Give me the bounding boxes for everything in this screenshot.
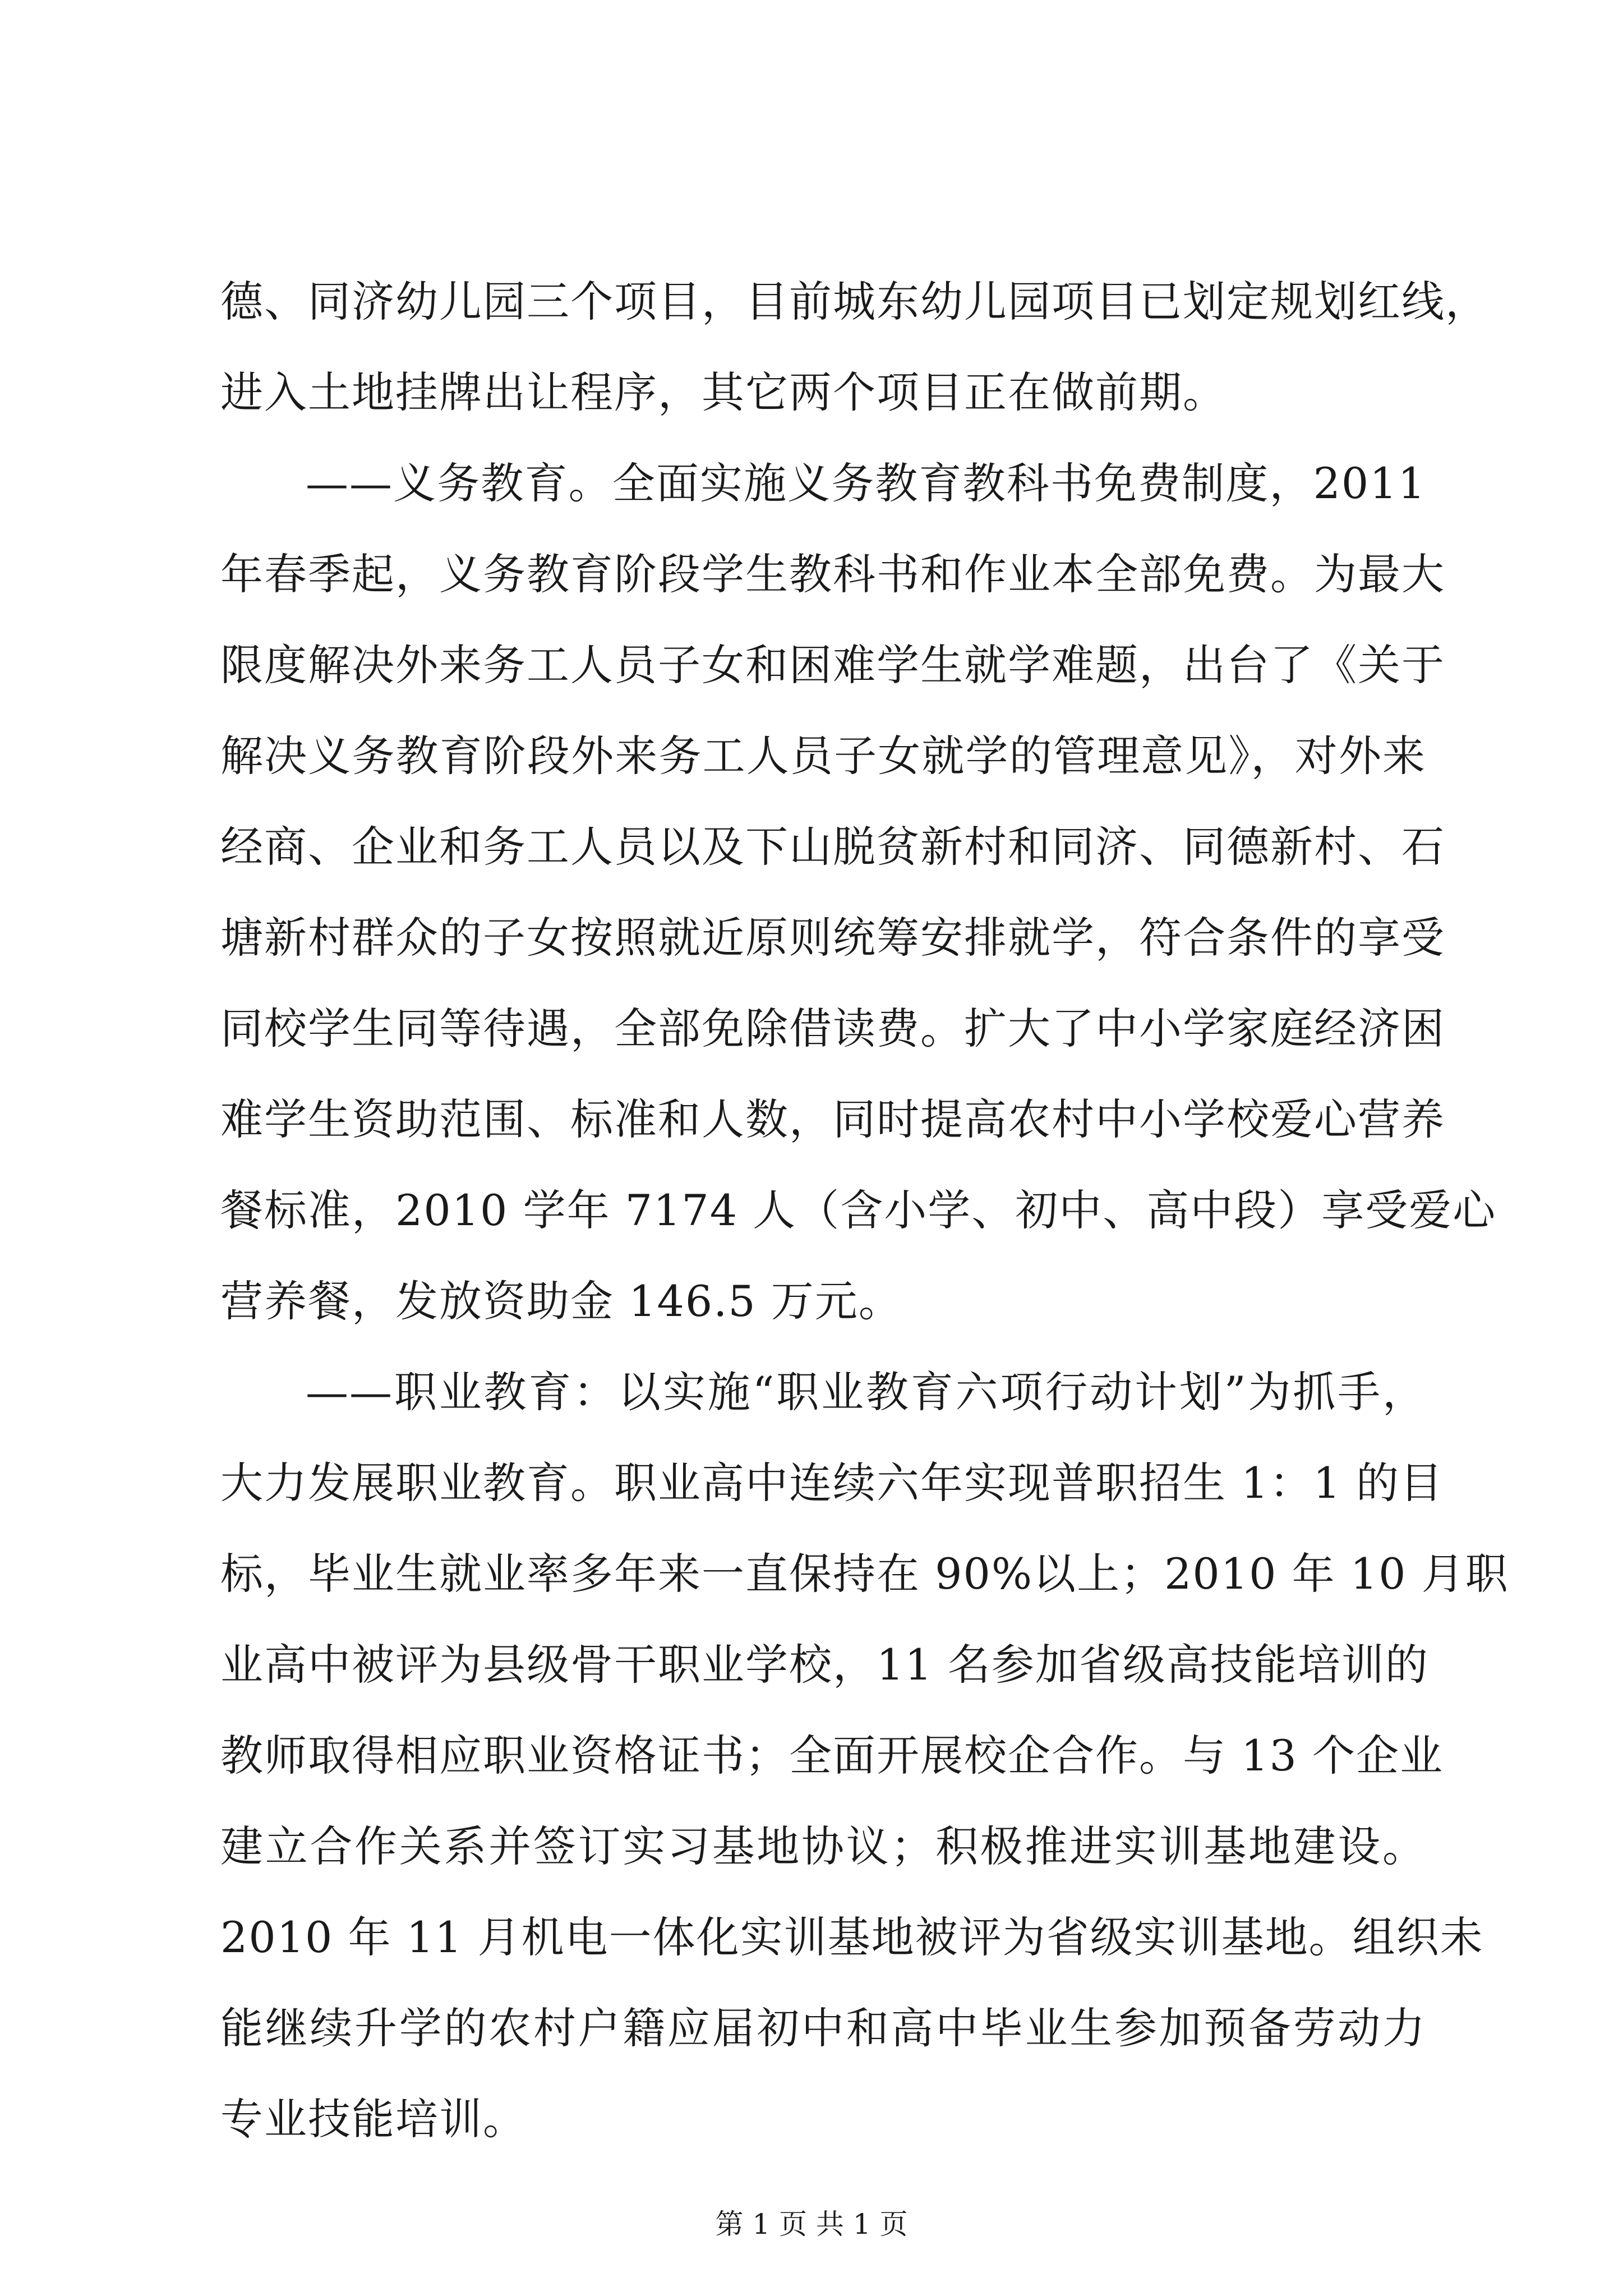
text-line: 标，毕业生就业率多年来一直保持在 90%以上；2010 年 10 月职 <box>220 1549 1509 1599</box>
text-line: 同校学生同等待遇，全部免除借读费。扩大了中小学家庭经济困 <box>220 1004 1445 1053</box>
paragraph-start-line: ——义务教育。全面实施义务教育教科书免费制度，2011 <box>306 458 1426 508</box>
text-line: 年春季起，义务教育阶段学生教科书和作业本全部免费。为最大 <box>220 549 1445 599</box>
paragraph-start-line: ——职业教育：以实施“职业教育六项行动计划”为抓手， <box>306 1367 1426 1417</box>
page-footer: 第 1 页 共 1 页 <box>715 2208 908 2240</box>
text-line: 经商、企业和务工人员以及下山脱贫新村和同济、同德新村、石 <box>220 822 1445 872</box>
text-line: 餐标准，2010 学年 7174 人（含小学、初中、高中段）享受爱心 <box>220 1185 1497 1235</box>
text-line: 建立合作关系并签订实习基地协议；积极推进实训基地建设。 <box>220 1821 1426 1871</box>
text-line: 大力发展职业教育。职业高中连续六年实现普职招生 1：1 的目 <box>220 1458 1444 1508</box>
text-line: 业高中被评为县级骨干职业学校，11 名参加省级高技能培训的 <box>220 1640 1429 1690</box>
text-line: 2010 年 11 月机电一体化实训基地被评为省级实训基地。组织未 <box>220 1912 1484 1962</box>
text-line: 营养餐，发放资助金 146.5 万元。 <box>220 1276 902 1326</box>
text-line: 限度解决外来务工人员子女和困难学生就学难题，出台了《关于 <box>220 640 1445 690</box>
text-line: 教师取得相应职业资格证书；全面开展校企合作。与 13 个企业 <box>220 1731 1444 1780</box>
text-line: 能继续升学的农村户籍应届初中和高中毕业生参加预备劳动力 <box>220 2003 1426 2053</box>
text-line: 德、同济幼儿园三个项目，目前城东幼儿园项目已划定规划红线， <box>220 277 1489 326</box>
text-line: 解决义务教育阶段外来务工人员子女就学的管理意见》，对外来 <box>220 731 1426 781</box>
text-line: 塘新村群众的子女按照就近原则统筹安排就学，符合条件的享受 <box>220 913 1445 963</box>
text-line: 进入土地挂牌出让程序，其它两个项目正在做前期。 <box>220 367 1227 417</box>
text-line: 专业技能培训。 <box>220 2094 527 2144</box>
text-line: 难学生资助范围、标准和人数，同时提高农村中小学校爱心营养 <box>220 1094 1445 1144</box>
